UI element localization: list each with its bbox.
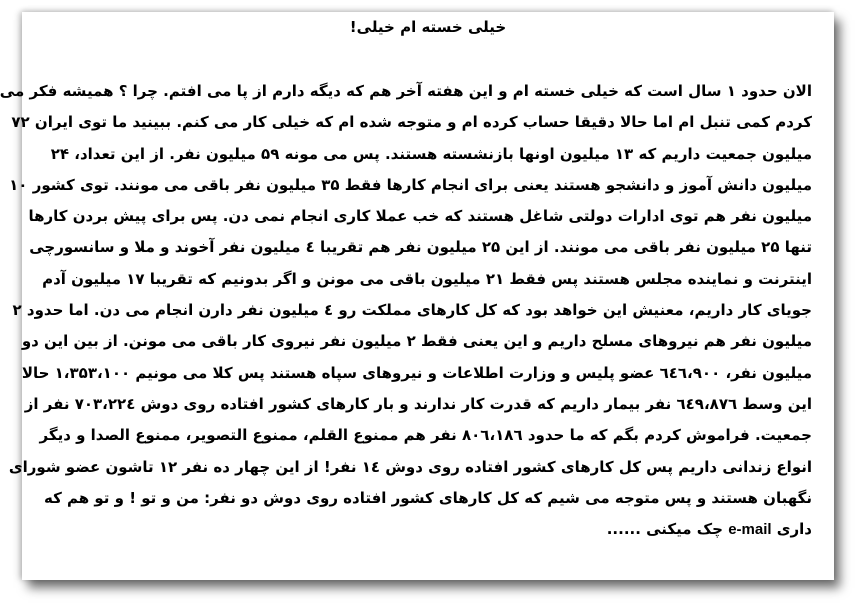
paragraph-line: اینترنت و نماینده مجلس هستند پس فقط ۲۱ میلیون باقی می مونن و اگر بدونیم که تقریبا ۱۷ میلیون آدم: [42, 269, 812, 288]
paragraph-line: انواع زندانی داریم پس کل کارهای کشور افتاده روی دوش ۱٤ نفر! از این چهار ده نفر ۱۲ تاشون عضو شورای: [8, 457, 812, 476]
paragraph-line: داری e-mail چک میکنی ......: [606, 520, 812, 539]
paragraph-line: میلیون جمعیت داریم که ۱۳ میلیون اونها بازنشسته هستند. پس می مونه ۵۹ میلیون نفر. از این تعداد، ۲۴: [50, 144, 812, 163]
paragraph-line: میلیون نفر، ٦٤٦،۹۰۰ عضو پلیس و وزارت اطلاعات و نیروهای سپاه هستند پس کلا می مونیم ۱،۳۵۳،۱۰۰ حالا: [21, 363, 812, 382]
paragraph-line: جویای کار داریم، معنیش این خواهد بود که کل کارهای مملکت رو ٤ میلیون نفر دارن انجام می دن. اما حدود ۲: [12, 301, 812, 320]
paragraph-line: جمعیت. فراموش کردم بگم که ما حدود ۸۰٦،۱۸٦ نفر هم ممنوع القلم، ممنوع التصویر، ممنوع الصدا و دیگر: [39, 426, 812, 445]
paragraph-line: الان حدود ۱ سال است که خیلی خسته ام و این هفته آخر هم که دیگه دارم از پا می افتم. چرا ؟ همیشه فکر می: [0, 82, 812, 100]
paragraph-line: کردم کمی تنبل ام اما حالا دقیقا حساب کرده ام و متوجه شده ام که خیلی کار می کنم. ببینید ما توی ایران ۷۲: [11, 113, 812, 132]
paragraph-line: تنها ۲۵ میلیون نفر باقی می مونند. از این ۲۵ میلیون نفر هم تقریبا ٤ میلیون نفر آخوند و ملا و سانسورچی: [29, 238, 812, 257]
paragraph-line: میلیون نفر هم نیروهای مسلح داریم و این یعنی فقط ۲ میلیون نفر نیروی کار باقی می مونن. از بین این دو: [21, 332, 812, 351]
document-body: [0, 76, 812, 545]
paragraph-line: این وسط ٦٤۹،۸۷٦ نفر بیمار داریم که قدرت کار ندارند و بار کارهای کشور افتاده روی دوش ۷۰۳،۲۲٤ نفر از: [24, 394, 812, 413]
email-word: e-mail: [728, 521, 772, 539]
document-title: خیلی خسته ام خیلی!: [349, 18, 507, 36]
document-page: [0, 12, 834, 580]
paragraph-line: میلیون دانش آموز و دانشجو هستند یعنی برای انجام کارها فقط ۳۵ میلیون نفر باقی می مونند. توی کشور ۱۰: [9, 175, 812, 194]
paragraph-line: میلیون نفر هم توی ادارات دولتی شاغل هستند که خب عملا کاری انجام نمی دن. پس برای پیش بردن کارها: [28, 207, 812, 226]
paragraph-line: نگهبان هستند و پس متوجه می شیم که کل کارهای کشور افتاده روی دوش دو نفر: من و تو ! و تو هم که: [43, 488, 812, 507]
